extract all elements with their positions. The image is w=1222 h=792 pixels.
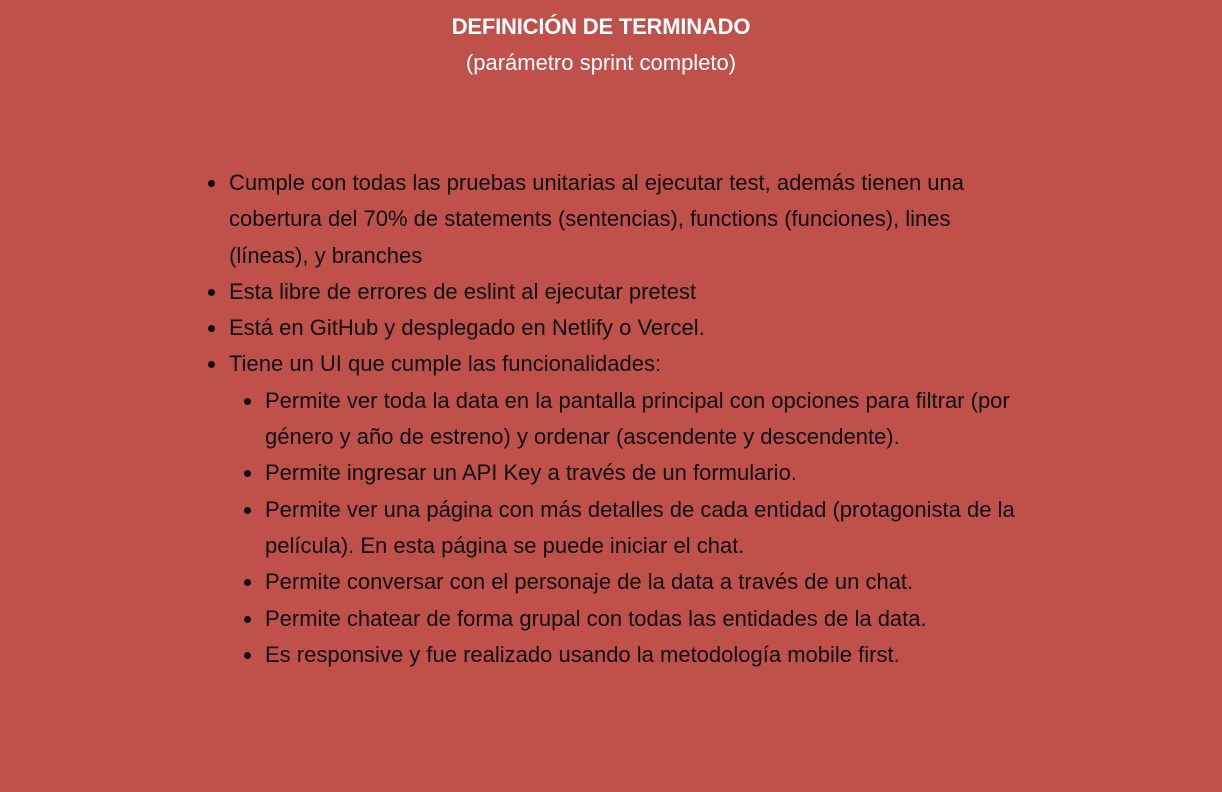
criteria-item-ui [207, 346, 1027, 673]
ui-feature-responsive: Es responsive y fue realizado usando la metodología mobile first. [243, 637, 1027, 673]
page-title: DEFINICIÓN DE TERMINADO [451, 14, 751, 39]
criteria-item-ui-label: Tiene un UI que cumple las funcionalidades: [229, 351, 662, 377]
ui-feature-api-key: Permite ingresar un API Key a través de un formulario. [243, 455, 1027, 491]
page-header [0, 12, 1202, 78]
ui-feature-character-chat: Permite conversar con el personaje de la data a través de un chat. [243, 564, 1027, 600]
definition-of-done-content [207, 165, 1027, 673]
ui-feature-view-filter-sort: Permite ver toda la data en la pantalla principal con opciones para filtrar (por género y año de estreno) y ordenar (ascendente y descendente). [243, 383, 1027, 456]
criteria-list [207, 165, 1027, 673]
criteria-item-tests: Cumple con todas las pruebas unitarias al ejecutar test, además tienen una cobertura del 70% de statements (sentencias), functions (funciones), lines (líneas), y branches [207, 165, 1027, 274]
page-subtitle: (parámetro sprint completo) [465, 50, 737, 75]
criteria-item-eslint: Esta libre de errores de eslint al ejecutar pretest [207, 274, 1027, 310]
ui-feature-detail-page: Permite ver una página con más detalles de cada entidad (protagonista de la película). En esta página se puede iniciar el chat. [243, 492, 1027, 565]
criteria-item-deploy: Está en GitHub y desplegado en Netlify o Vercel. [207, 310, 1027, 346]
ui-features-list [243, 383, 1027, 673]
ui-feature-group-chat: Permite chatear de forma grupal con todas las entidades de la data. [243, 601, 1027, 637]
